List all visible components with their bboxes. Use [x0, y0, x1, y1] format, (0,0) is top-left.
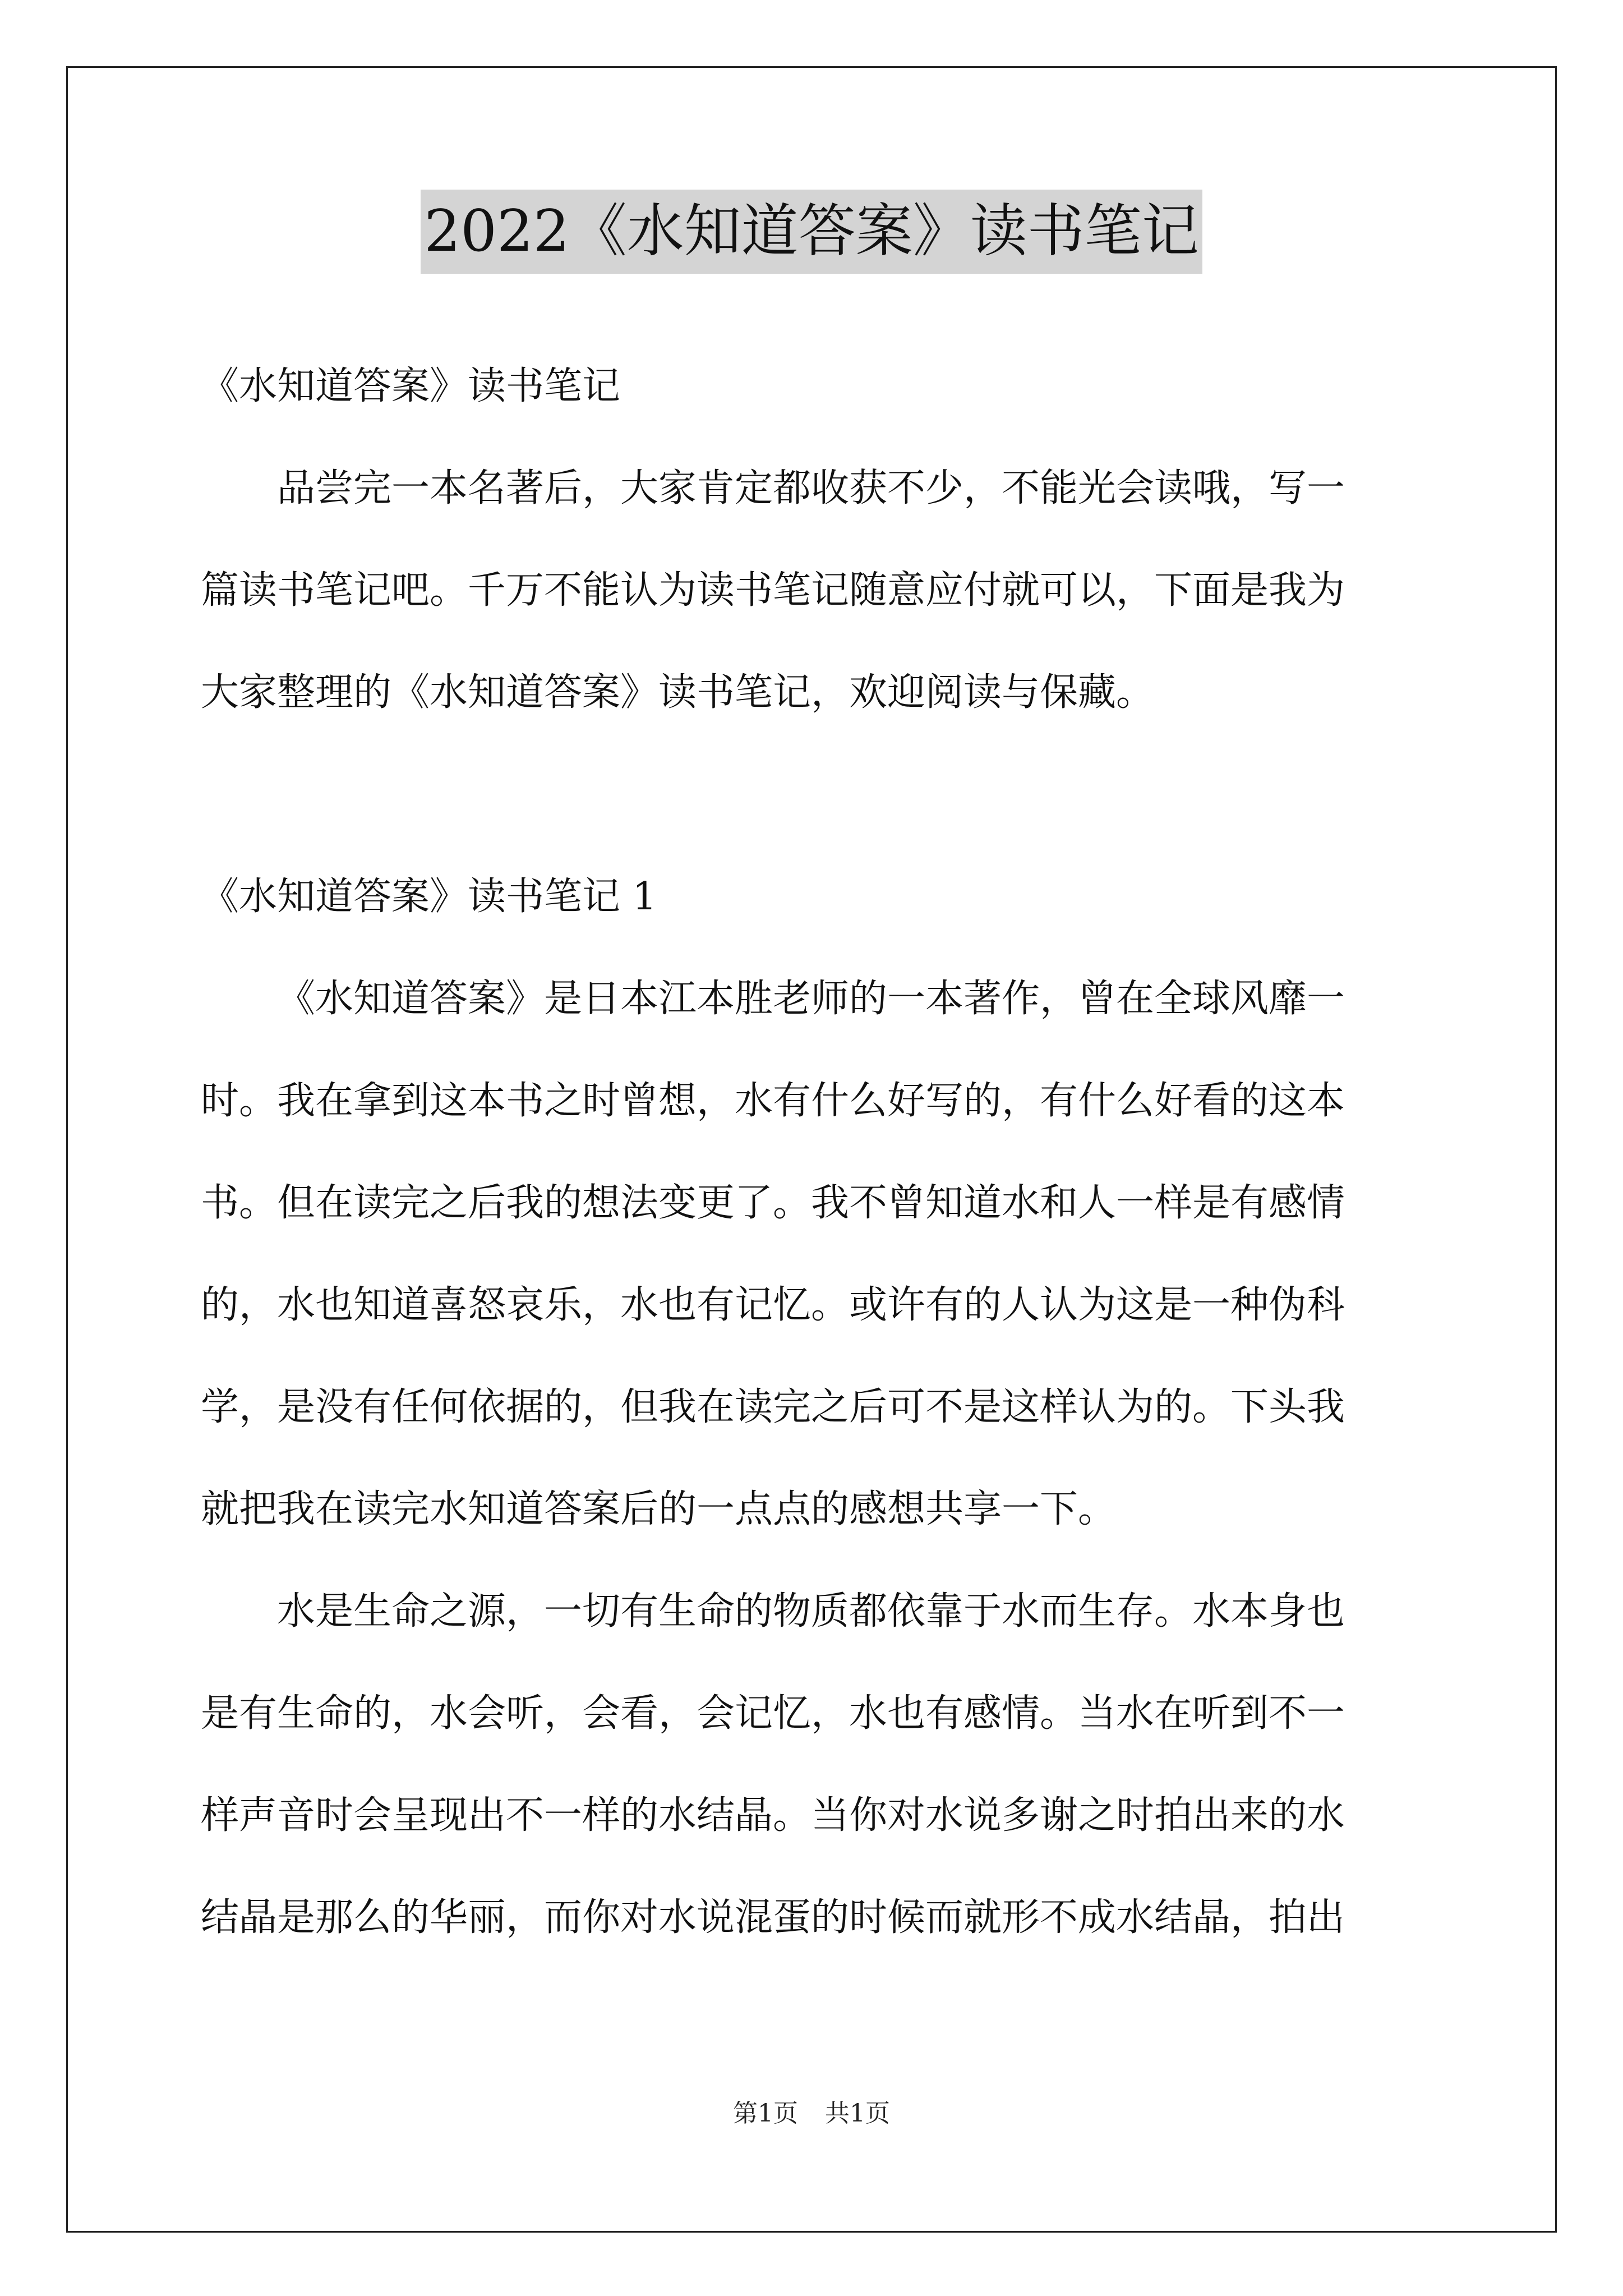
document-title: 2022《水知道答案》读书笔记 — [421, 190, 1202, 274]
document-body — [201, 335, 1435, 1969]
intro-line-2: 篇读书笔记吧。千万不能认为读书笔记随意应付就可以，下面是我为 — [201, 568, 1345, 613]
body-line-5: 学，是没有任何依据的，但我在读完之后可不是这样认为的。下头我 — [201, 1385, 1345, 1429]
body-line-8: 是有生命的，水会听，会看，会记忆，水也有感情。当水在听到不一 — [201, 1691, 1345, 1736]
page-number: 第1页 — [733, 2099, 798, 2128]
paragraph-spacer — [201, 744, 1435, 846]
body-line-7: 水是生命之源，一切有生命的物质都依靠于水而生存。水本身也 — [277, 1589, 1345, 1634]
page-footer — [0, 2097, 1623, 2131]
body-line-1: 《水知道答案》是日本江本胜老师的一本著作，曾在全球风靡一 — [277, 977, 1345, 1021]
intro-line-3: 大家整理的《水知道答案》读书笔记，欢迎阅读与保藏。 — [201, 670, 1155, 715]
title-wrap — [0, 190, 1623, 274]
body-line-2: 时。我在拿到这本书之时曾想，水有什么好写的，有什么好看的这本 — [201, 1079, 1345, 1123]
body-line-9: 样声音时会呈现出不一样的水结晶。当你对水说多谢之时拍出来的水 — [201, 1793, 1345, 1838]
subtitle-line: 《水知道答案》读书笔记 — [201, 364, 621, 408]
body-line-4: 的，水也知道喜怒哀乐，水也有记忆。或许有的人认为这是一种伪科 — [201, 1283, 1345, 1327]
page-total: 共1页 — [825, 2099, 890, 2128]
intro-line-1: 品尝完一本名著后，大家肯定都收获不少，不能光会读哦，写一 — [277, 466, 1345, 510]
body-line-10: 结晶是那么的华丽，而你对水说混蛋的时候而就形不成水结晶，拍出 — [201, 1895, 1345, 1940]
body-line-6: 就把我在读完水知道答案后的一点点的感想共享一下。 — [201, 1487, 1117, 1531]
section-heading: 《水知道答案》读书笔记 1 — [201, 875, 657, 919]
body-line-3: 书。但在读完之后我的想法变更了。我不曾知道水和人一样是有感情 — [201, 1181, 1345, 1225]
